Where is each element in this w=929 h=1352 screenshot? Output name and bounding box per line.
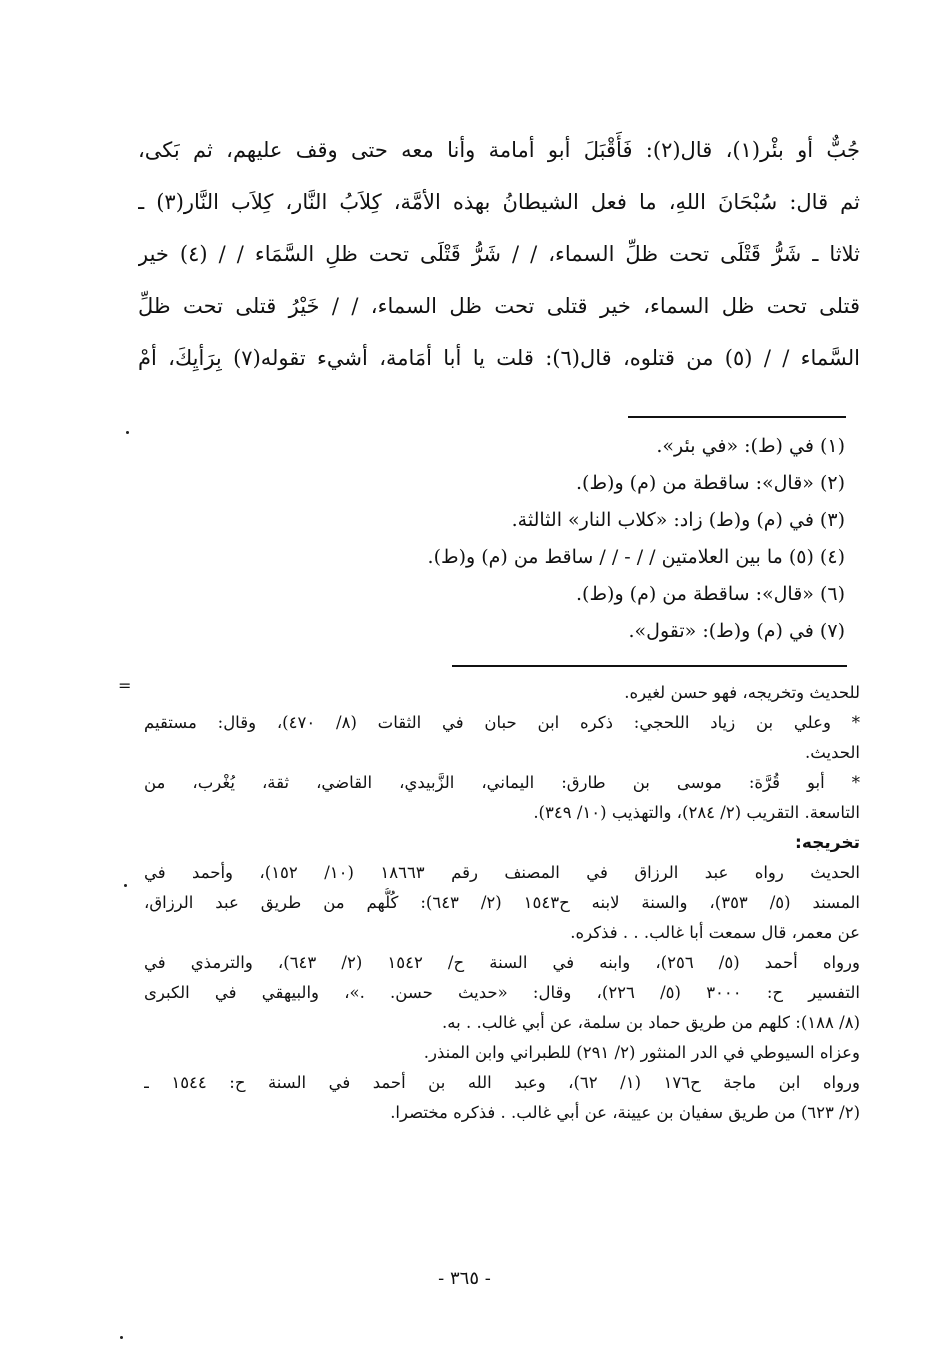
main-text-block: [138, 124, 860, 384]
commentary-block: [144, 678, 860, 1128]
footnote-separator: [628, 416, 846, 418]
scan-speck: [126, 431, 129, 434]
footnote: (٤) (٥) ما بين العلامتين / / - / / ساقط من (م) و(ط).: [427, 546, 845, 568]
main-text-line: ثلاثا ـ شَرُّ قَتْلَى تحت ظلِّ السماء، / / شَرُّ قَتْلَى تحت ظلِ السَّمَاء / / (٤) خير: [138, 242, 860, 266]
page-number: - ٣٦٥ -: [438, 1268, 491, 1289]
takhrij-line: (٢/ ٦٢٣) من طريق سفيان بن عيينة، عن أبي غالب. . فذكره مختصرا.: [390, 1103, 860, 1122]
footnote: (٢) «قال»: ساقطة من (م) و(ط).: [576, 472, 845, 494]
main-text-line: جُبٌّ أو بئْر(١)، قال(٢): فَأَقْبَلَ أبو أمامة وأنا معه حتى وقف عليهم، ثم بَكى،: [138, 138, 860, 162]
commentary-separator: [452, 665, 847, 667]
takhrij-line: التفسير ح: ٣٠٠٠ (٥/ ٢٢٦)، وقال: «حديث حسن. .»، والبيهقي في الكبرى: [144, 983, 860, 1002]
footnote: (١) في (ط): «في بئر».: [656, 435, 845, 457]
takhrij-line: ورواه ابن ماجة ح١٧٦ (١/ ٦٢)، وعبد الله بن أحمد في السنة ح: ١٥٤٤ ـ: [144, 1073, 860, 1092]
takhrij-line: (٨/ ١٨٨): كلهم من طريق حماد بن سلمة، عن أبي غالب. . به.: [442, 1013, 860, 1032]
main-text-line: ثم قال: سُبْحَانَ اللهِ، ما فعل الشيطانُ بهذه الأمَّة، كِلاَبُ النَّار، كِلاَب النَّار(٣) ـ: [138, 190, 860, 214]
continuation-mark: =: [118, 676, 132, 695]
footnote: (٣) في (م) و(ط) زاد: «كلاب النار» الثالثة.: [511, 509, 845, 531]
takhrij-line: ورواه أحمد (٥/ ٢٥٦)، وابنه في السنة ح/ ١٥٤٢ (٢/ ٦٤٣)، والترمذي في: [144, 953, 860, 972]
footnote: (٧) في (م) و(ط): «تقول».: [628, 620, 845, 642]
main-text-line: السَّماء / / (٥) من قتلوه، قال(٦): قلت يا أبا أمَامة، أشيء تقوله(٧) بِرَأيِكَ، أمْ: [138, 346, 860, 370]
footnotes-block: [285, 428, 845, 650]
commentary-line: * وعلي بن زياد اللحجي: ذكره ابن حبان في الثقات (٨/ ٤٧٠)، وقال: مستقيم: [144, 713, 860, 732]
scan-speck: [124, 884, 127, 887]
commentary-line: التاسعة. التقريب (٢/ ٢٨٤)، والتهذيب (١٠/ ٣٤٩).: [533, 803, 860, 822]
commentary-line: * أبو قُرَّة: موسى بن طارق: اليماني، الزَّبيدي، القاضي، ثقة، يُغْرب، من: [144, 773, 860, 792]
commentary-line: للحديث وتخريجه، فهو حسن لغيره.: [624, 683, 860, 702]
footnote: (٦) «قال»: ساقطة من (م) و(ط).: [576, 583, 845, 605]
scan-speck: [120, 1336, 123, 1339]
takhrij-heading: تخريجه:: [795, 833, 860, 853]
takhrij-line: المسند (٥/ ٣٥٣)، والسنة لابنه ح١٥٤٣ (٢/ ٦٤٣): كُلُّهم من طريق عبد الرزاق،: [144, 893, 860, 912]
commentary-line: الحديث.: [805, 743, 860, 762]
takhrij-line: الحديث رواه عبد الرزاق في المصنف رقم ١٨٦٦٣ (١٠/ ١٥٢)، وأحمد في: [144, 863, 860, 882]
takhrij-line: عن معمر، قال سمعت أبا غالب. . . فذكره.: [570, 923, 860, 942]
main-text-line: قتلى تحت ظل السماء، خير قتلى تحت ظل السماء، / / خَيْرُ قتلى تحت ظلِّ: [138, 294, 860, 318]
takhrij-line: وعزاه السيوطي في الدر المنثور (٢/ ٢٩١) للطبراني وابن المنذر.: [423, 1043, 860, 1062]
